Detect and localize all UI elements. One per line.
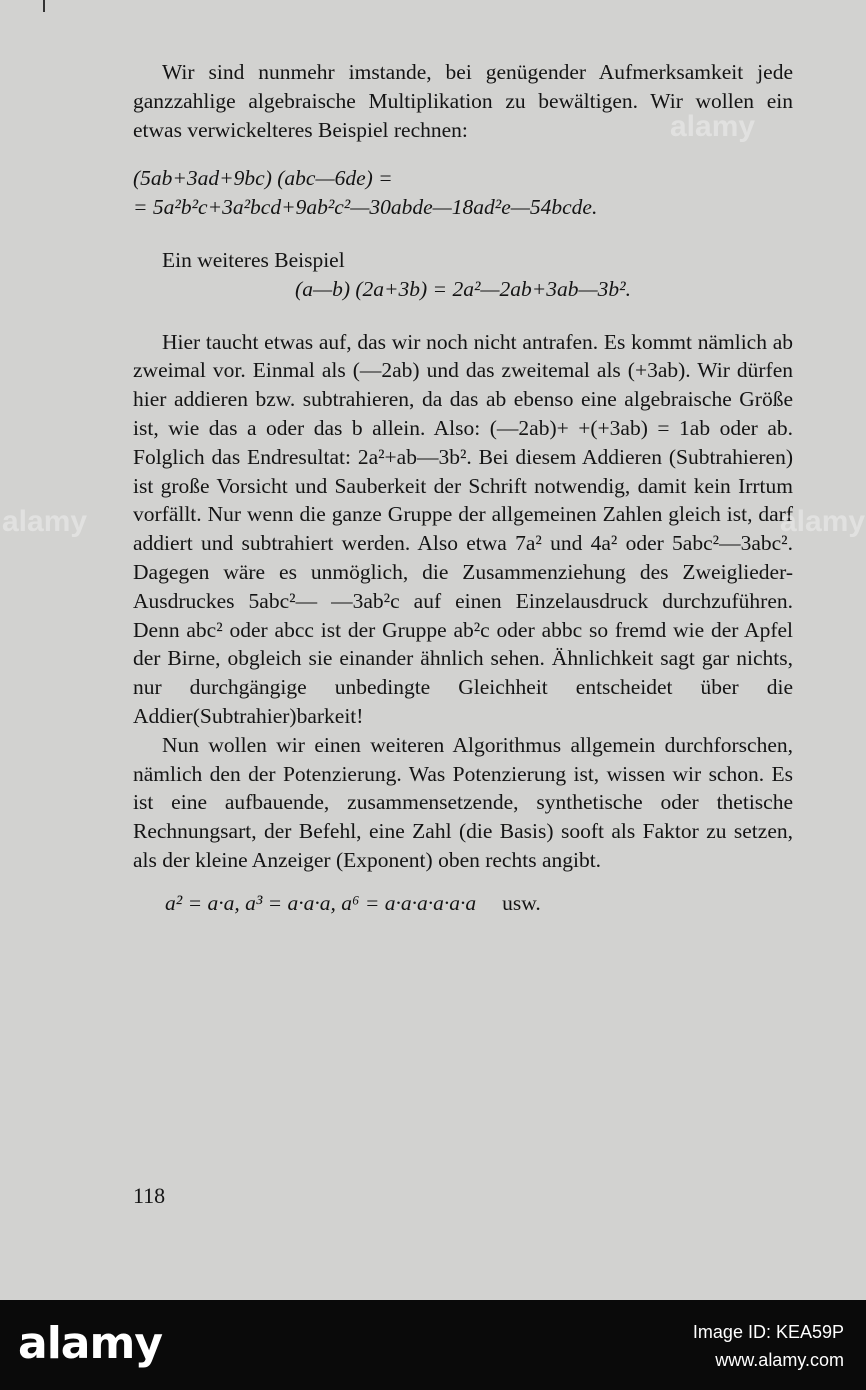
scan-mark	[43, 0, 45, 12]
equation-powers	[133, 889, 793, 918]
paragraph-example: Ein weiteres Beispiel	[162, 247, 345, 272]
site-url: www.alamy.com	[715, 1350, 844, 1370]
watermark-banner	[0, 1300, 866, 1390]
page-number: 118	[133, 1183, 166, 1208]
paragraph-intro: Wir sind nunmehr imstande, bei genügender Aufmerksamkeit jede ganzzahlige algebraische Multiplikation zu bewältigen. Wir wollen ein etwas verwickelteres Beispiel rechnen:	[133, 60, 793, 142]
equation-multiplication: (5ab+3ad+9bc) (abc—6de) =	[133, 166, 393, 191]
watermark-top-right: alamy	[670, 110, 756, 143]
alamy-logo: alamy	[18, 1318, 162, 1369]
paragraph-potenzierung: Nun wollen wir einen weiteren Algorithmus allgemein durchforschen, nämlich den der Potenzierung. Was Potenzierung ist, wissen wir schon. Es ist eine aufbauende, zusammensetzende, synthetische oder thetische Rechnungsart, der Befehl, eine Zahl (die Basis) sooft als Faktor zu setzen, als der kleine Anzeiger (Exponent) oben rechts angibt.	[133, 732, 793, 872]
watermark-right: alamy	[780, 505, 866, 538]
watermark-left: alamy	[2, 505, 88, 538]
image-id: Image ID: KEA59P	[692, 1322, 844, 1342]
equation-example: (a—b) (2a+3b) = 2a²—2ab+3ab—3b².	[295, 276, 631, 301]
equation-multiplication-result: = 5a²b²c+3a²bcd+9ab²c²—30abde—18ad²e—54bcde.	[133, 195, 598, 220]
paragraph-explanation: Hier taucht etwas auf, das wir noch nicht antrafen. Es kommt nämlich ab zweimal vor. Einmal als (—2ab) und das zweitemal als (+3ab). Wir dürfen hier addieren bzw. subtrahieren, da das ab ebenso eine algebraische Größe ist, wie das a oder das b allein. Also: (—2ab)+ +(+3ab) = 1ab oder ab. Folglich das Endresultat: 2a²+ab—3b². Bei diesem Addieren (Subtrahieren) ist große Vorsicht und Sauberkeit der Schrift notwendig, damit kein Irrtum vorfällt. Nur wenn die ganze Gruppe der allgemeinen Zahlen gleich ist, darf addiert und subtrahiert werden. Also etwa 7a² und 4a² oder 5abc²—3abc². Dagegen wäre es unmöglich, die Zusammenziehung des Zweiglieder-Ausdruckes 5abc²— —3ab²c auf einen Einzelausdruck durchzuführen. Denn abc² oder abcc ist der Gruppe ab²c oder abbc so fremd wie der Apfel der Birne, obgleich sie einander ähnlich sehen. Ähnlichkeit sagt gar nichts, nur durchgängige unbedingte Gleichheit entscheidet über die Addier(Subtrahier)barkeit!	[133, 329, 793, 728]
page-body	[133, 58, 793, 918]
equation-powers-terms: a² = a·a, a³ = a·a·a, a⁶ = a·a·a·a·a·a	[165, 890, 477, 915]
equation-powers-suffix: usw.	[502, 890, 541, 915]
